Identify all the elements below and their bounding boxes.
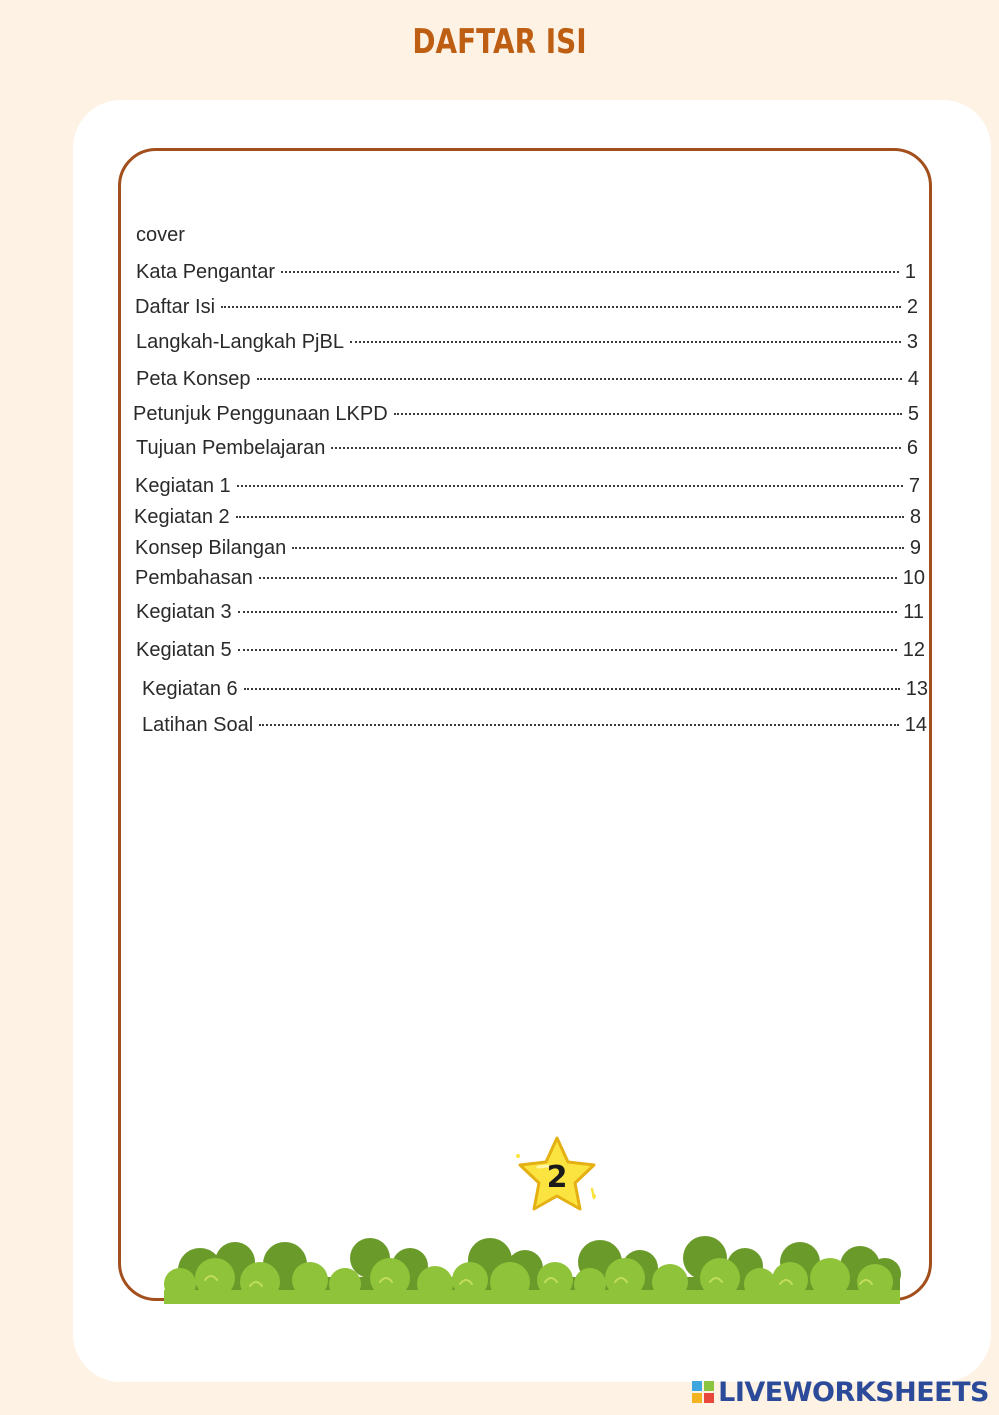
page-title: DAFTAR ISI	[412, 22, 587, 62]
toc-entry-label: Kegiatan 1	[135, 475, 231, 497]
toc-entry-kegiatan-5	[136, 632, 925, 661]
toc-leader-dots	[257, 361, 902, 385]
toc-entry-page: 13	[905, 678, 928, 700]
toc-entry-page: 6	[906, 437, 918, 459]
toc-leader-dots	[244, 671, 900, 695]
toc-entry-label: Kegiatan 3	[136, 601, 232, 623]
toc-entry-petunjuk-lkpd	[133, 396, 919, 425]
toc-leader-dots	[238, 594, 898, 618]
toc-entry-kata-pengantar	[136, 254, 916, 283]
toc-entry-peta-konsep	[136, 361, 919, 390]
toc-entry-label: Kegiatan 2	[134, 506, 230, 528]
toc-entry-kegiatan-3	[136, 594, 924, 623]
toc-entry-label: Langkah-Langkah PjBL	[136, 331, 344, 353]
toc-leader-dots	[350, 324, 901, 348]
page-number: 2	[546, 1160, 568, 1195]
toc-entry-label: Kata Pengantar	[136, 261, 275, 283]
toc-entry-label: Daftar Isi	[135, 296, 216, 318]
toc-entry-daftar-isi	[135, 289, 918, 318]
toc-entry-page: 10	[902, 567, 925, 589]
toc-entry-kegiatan-1	[135, 468, 920, 497]
toc-leader-dots	[331, 430, 901, 454]
toc-leader-dots	[237, 468, 903, 492]
bushes-decoration	[160, 1232, 905, 1304]
toc-entry-page: 4	[907, 368, 919, 390]
liveworksheets-logo-icon	[692, 1381, 714, 1403]
toc-entry-kegiatan-2	[134, 499, 921, 528]
liveworksheets-watermark	[692, 1375, 989, 1409]
toc-entry-label: Pembahasan	[135, 567, 253, 589]
toc-entry-label: Kegiatan 5	[136, 639, 232, 661]
toc-entry-langkah-pjbl	[136, 324, 918, 353]
toc-entry-page: 12	[902, 639, 925, 661]
toc-leader-dots	[281, 254, 899, 278]
toc-entry-label: Konsep Bilangan	[135, 537, 287, 559]
toc-entry-page: 9	[909, 537, 921, 559]
toc-entry-label: Tujuan Pembelajaran	[136, 437, 326, 459]
toc-leader-dots	[238, 632, 897, 656]
toc-leader-dots	[259, 707, 899, 731]
toc-leader-dots	[236, 499, 904, 523]
toc-entry-page: 7	[908, 475, 920, 497]
toc-entry-page: 3	[906, 331, 918, 353]
toc-leader-dots	[394, 396, 902, 420]
toc-entry-latihan-soal	[142, 707, 927, 736]
toc-entry-page: 8	[909, 506, 921, 528]
toc-entry-label: Kegiatan 6	[142, 678, 238, 700]
page-number-star	[514, 1134, 604, 1220]
toc-entry-konsep-bilangan	[135, 530, 921, 559]
toc-entry-label: Peta Konsep	[136, 368, 251, 390]
toc-entry-page: 5	[907, 403, 919, 425]
toc-entry-pembahasan	[135, 560, 925, 589]
toc-entry-kegiatan-6	[142, 671, 928, 700]
watermark-text: LIVEWORKSHEETS	[718, 1376, 989, 1408]
toc-entry-page: 11	[903, 601, 924, 623]
toc-cover-label: cover	[136, 224, 185, 246]
toc-entry-page: 2	[906, 296, 918, 318]
toc-entry-label: Petunjuk Penggunaan LKPD	[133, 403, 388, 425]
toc-entry-page: 1	[904, 261, 916, 283]
toc-entry-label: Latihan Soal	[142, 714, 254, 736]
toc-entry-tujuan-pembelajaran	[136, 430, 918, 459]
toc-entry-page: 14	[904, 714, 927, 736]
toc-leader-dots	[221, 289, 901, 313]
toc-leader-dots	[259, 560, 897, 584]
toc-leader-dots	[292, 530, 904, 554]
